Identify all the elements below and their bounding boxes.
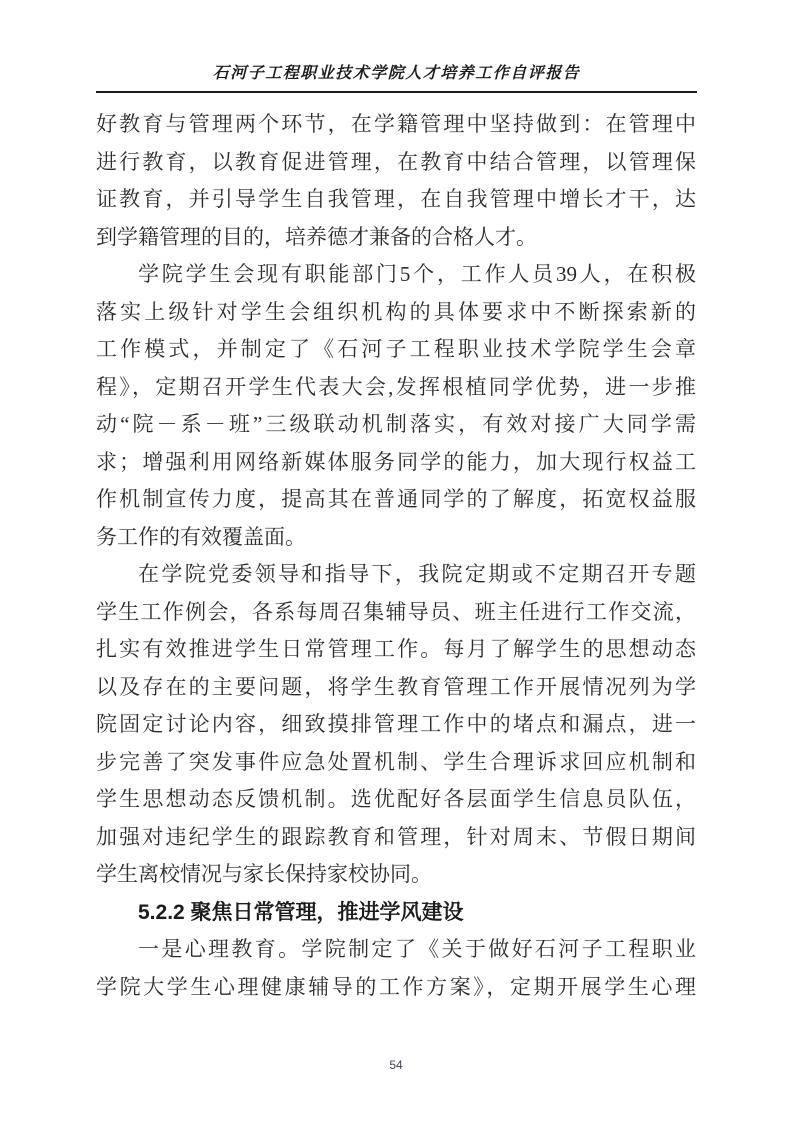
header-rule [96,91,697,93]
paragraph-3 [96,556,696,894]
body-line: 工作模式，并制定了《石河子工程职业技术学院学生会章 [96,337,696,361]
body-line: 好教育与管理两个环节，在学籍管理中坚持做到：在管理中 [96,112,696,136]
body-line: 扎实有效推进学生日常管理工作。每月了解学生的思想动态 [96,637,696,661]
body-line: 学生离校情况与家长保持家校协同。 [96,862,432,886]
body-line: 加强对违纪学生的跟踪教育和管理，针对周末、节假日期间 [96,824,696,849]
body-line: 证教育，并引导学生自我管理，在自我管理中增长才干，达 [96,187,696,211]
body-line: 以及存在的主要问题，将学生教育管理工作开展情况列为学 [96,674,696,699]
header-title: 石河子工程职业技术学院人才培养工作自评报告 [212,65,581,82]
body-line: 学生工作例会，各系每周召集辅导员、班主任进行工作交流， [96,599,696,624]
body-line: 务工作的有效覆盖面。 [96,524,306,549]
body-line: 步完善了突发事件应急处置机制、学生合理诉求回应机制和 [96,749,696,774]
body-line: 程》，定期召开学生代表大会,发挥根植同学优势，进一步推 [96,374,696,399]
page-number: 54 [389,1058,403,1072]
section-heading: 5.2.2 聚焦日常管理，推进学风建设 [138,900,464,924]
body-line: 动“院－系－班”三级联动机制落实，有效对接广大同学需 [96,412,696,436]
body-line: 进行教育，以教育促进管理，在教育中结合管理，以管理保 [96,149,696,174]
paragraph-1 [96,106,696,256]
body-line: 院固定讨论内容，细致摸排管理工作中的堵点和漏点，进一 [96,712,696,736]
body-line: 作机制宣传力度，提高其在普通同学的了解度，拓宽权益服 [96,487,696,511]
paragraph-2 [96,256,696,556]
document-body [96,106,696,1006]
body-line: 一是心理教育。学院制定了《关于做好石河子工程职业 [138,937,696,961]
body-line: 落实上级针对学生会组织机构的具体要求中不断探索新的 [96,299,696,324]
body-line: 学院学生会现有职能部门5个，工作人员39人，在积极 [138,262,696,286]
paragraph-4 [96,931,696,1006]
body-line: 学院大学生心理健康辅导的工作方案》，定期开展学生心理 [96,974,696,999]
body-line: 在学院党委领导和指导下，我院定期或不定期召开专题 [138,562,696,586]
body-line: 学生思想动态反馈机制。选优配好各层面学生信息员队伍， [96,787,696,811]
body-line: 求；增强利用网络新媒体服务同学的能力，加大现行权益工 [96,449,696,474]
page-header [96,62,697,93]
body-line: 到学籍管理的目的，培养德才兼备的合格人才。 [96,224,537,249]
